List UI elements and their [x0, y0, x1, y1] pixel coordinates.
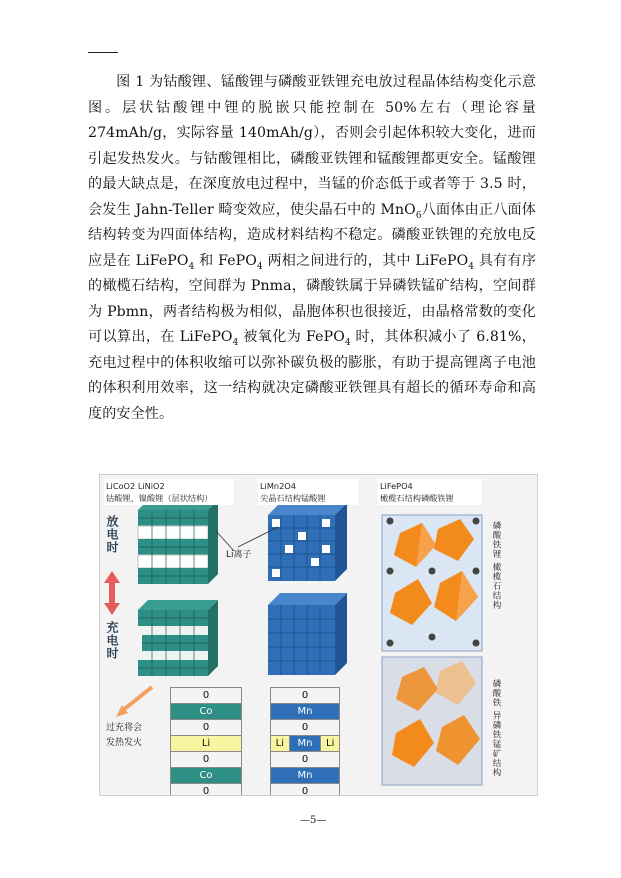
mn-table-cell: 0: [271, 752, 340, 768]
manganese-layer-table: [270, 687, 340, 796]
mn-table-cell: Mn: [271, 768, 340, 784]
co-table-cell: Co: [171, 768, 242, 784]
panel2-header: [258, 479, 358, 505]
panel3-subtitle: 橄榄石结构磷酸铁锂: [380, 493, 454, 503]
spinel-structure-charge: [268, 593, 347, 675]
chem-subscript: 4: [188, 261, 195, 272]
paragraph-text: 被氧化为 FePO: [238, 329, 345, 345]
mn-table-cell: Mn: [289, 736, 321, 752]
paragraph-text: 具有有序的橄榄石结构，空间群为 Pnma，磷酸铁属于异磷铁锰矿结构，空间群为 Pbmn，两者结构极为相似，晶胞体积也很接近，由晶格常数的变化可以算出，在 LiFePO: [88, 252, 537, 345]
crystal-structure-figure: [99, 474, 538, 796]
fepo4-side-label: 磷酸铁 异磷铁锰矿结构: [491, 679, 501, 778]
page-number: —5—: [300, 815, 327, 826]
layered-structure-charge: [138, 600, 218, 676]
chem-subscript: 4: [232, 337, 239, 348]
co-table-cell: Li: [171, 736, 242, 752]
header-rule: [88, 52, 118, 53]
panel1-header: [104, 479, 234, 505]
mn-table-cell: Mn: [271, 704, 340, 720]
olivine-structure-lifepo4: [382, 515, 482, 651]
co-table-cell: 0: [171, 752, 242, 768]
lifepo4-side-label: 磷酸铁锂 橄榄石结构: [491, 521, 501, 611]
chem-subscript: 4: [256, 261, 263, 272]
panel3-title: LiFePO4: [380, 481, 413, 491]
paragraph-text: 时，其体积减小了 6.81%，充电过程中的体积收缩可以弥补碳负极的膨胀，有助于提高锂离子电池的体积利用效率，这一结构就决定磷酸亚铁锂具有超长的循环寿命和高度的安全性。: [88, 329, 536, 422]
warning-line-2: 发热发火: [106, 738, 143, 748]
panel1-title: LiCoO2 LiNiO2: [106, 481, 165, 491]
paragraph-text: 两相之间进行的，其中 LiFePO: [262, 252, 469, 269]
heterosite-structure-fepo4: [382, 657, 482, 785]
panel1-subtitle: 钴酸锂、镍酸锂（层状结构）: [106, 493, 213, 503]
chem-subscript: 6: [415, 210, 422, 221]
charge-label: 充电时: [105, 621, 119, 660]
mn-table-cell: 0: [271, 720, 340, 736]
discharge-charge-arrow: [104, 571, 120, 615]
spinel-structure-discharge: [268, 503, 347, 581]
paragraph-text: 八面体由正八面体结构转变为四面体结构，造成材料结构不稳定。磷酸亚铁锂的充放电反应是在 LiFePO: [88, 201, 536, 269]
chem-subscript: 4: [468, 261, 475, 272]
co-table-cell: 0: [171, 720, 242, 736]
co-table-cell: 0: [171, 688, 242, 704]
li-ion-label: Li离子: [226, 550, 252, 560]
paragraph-text: 图 1 为钴酸锂、锰酸锂与磷酸亚铁锂充电放过程晶体结构变化示意图。层状钴酸锂中锂的脱嵌只能控制在 50%左右（理论容量 274mAh/g，实际容量 140mAh/g），否则会引起体积较大变化，进而引起发热发火。与钴酸锂相比，磷酸亚铁锂和锰酸锂都更安全。锰酸锂的最大缺点是，在深度放电过程中，当锰的价态低于或者等于 3.5 时，会发生 Jahn-Teller 畸变效应，使尖晶石中的 MnO: [88, 74, 536, 218]
warning-line-1: 过充将会: [106, 723, 143, 733]
cobalt-layer-table: [170, 687, 242, 796]
discharge-label: 放电时: [105, 515, 119, 554]
paragraph-text: 和 FePO: [194, 252, 257, 269]
panel3-header: [378, 479, 482, 505]
co-table-cell: 0: [171, 784, 242, 797]
layered-structure-discharge: [138, 500, 218, 584]
co-table-cell: Co: [171, 704, 242, 720]
chem-subscript: 4: [344, 337, 351, 348]
overcharge-warning: [106, 721, 142, 751]
body-paragraph: [88, 70, 536, 427]
panel2-title: LiMn2O4: [260, 481, 296, 491]
mn-table-cell: 0: [271, 784, 340, 797]
mn-table-cell: 0: [271, 688, 340, 704]
panel2-subtitle: 尖晶石结构锰酸锂: [260, 493, 326, 503]
overcharge-arrow: [116, 687, 152, 717]
mn-table-cell: Li: [321, 736, 340, 752]
mn-table-cell: Li: [271, 736, 290, 752]
